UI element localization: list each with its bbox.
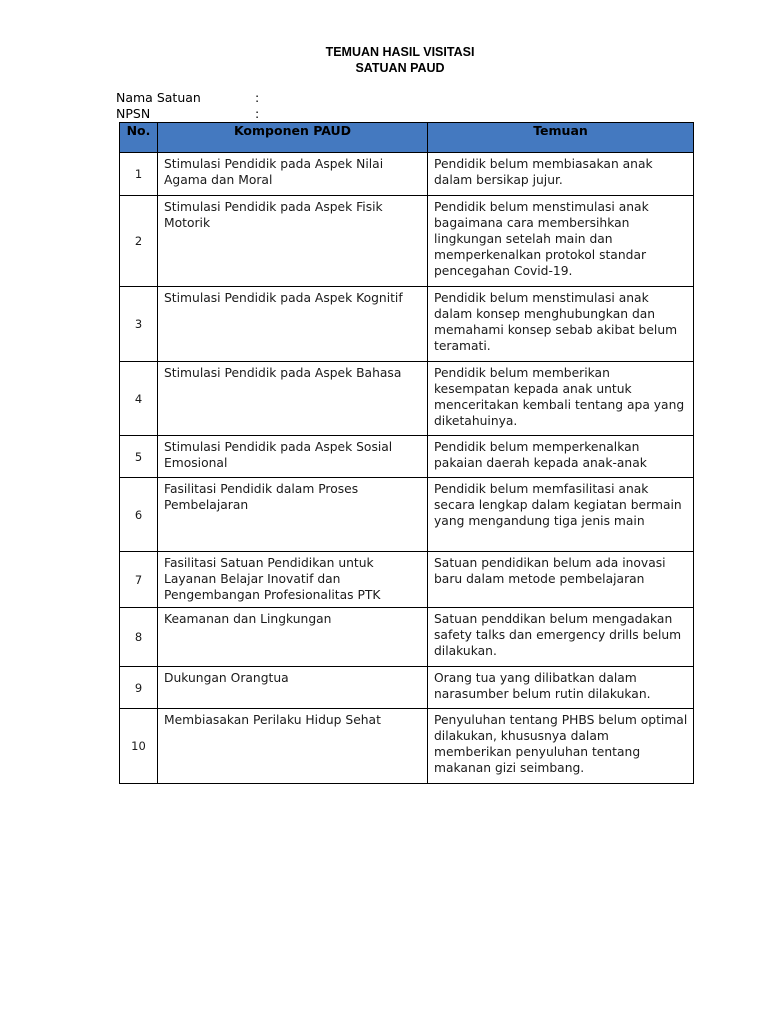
row-temuan: Orang tua yang dilibatkan dalam narasumber belum rutin dilakukan. [428, 667, 694, 709]
table-row [120, 287, 694, 362]
row-temuan: Penyuluhan tentang PHBS belum optimal dilakukan, khususnya dalam memberikan penyuluhan tentang makanan gizi seimbang. [428, 709, 694, 784]
row-komponen: Stimulasi Pendidik pada Aspek Sosial Emosional [158, 436, 428, 478]
row-temuan: Pendidik belum membiasakan anak dalam bersikap jujur. [428, 153, 694, 196]
table-row [120, 196, 694, 287]
row-temuan: Satuan pendidikan belum ada inovasi baru dalam metode pembelajaran [428, 552, 694, 608]
table-row [120, 709, 694, 784]
findings-table [119, 122, 694, 784]
row-komponen: Stimulasi Pendidik pada Aspek Nilai Agama dan Moral [158, 153, 428, 196]
row-temuan: Pendidik belum memperkenalkan pakaian daerah kepada anak-anak [428, 436, 694, 478]
table-row [120, 153, 694, 196]
table-row [120, 436, 694, 478]
table-row [120, 478, 694, 552]
field-npsn [116, 106, 259, 122]
row-komponen: Dukungan Orangtua [158, 667, 428, 709]
header-no: No. [120, 123, 158, 153]
row-komponen: Fasilitasi Satuan Pendidikan untuk Layanan Belajar Inovatif dan Pengembangan Profesionalitas PTK [158, 552, 428, 608]
row-temuan: Pendidik belum menstimulasi anak dalam konsep menghubungkan dan memahami konsep sebab akibat belum teramati. [428, 287, 694, 362]
row-komponen: Stimulasi Pendidik pada Aspek Kognitif [158, 287, 428, 362]
row-number: 1 [120, 153, 158, 196]
field-nama-satuan [116, 90, 259, 106]
field-label: NPSN [116, 106, 151, 121]
field-label: Nama Satuan [116, 90, 201, 105]
row-number: 7 [120, 552, 158, 608]
row-komponen: Stimulasi Pendidik pada Aspek Bahasa [158, 362, 428, 436]
header-temuan: Temuan [428, 123, 694, 153]
row-number: 9 [120, 667, 158, 709]
row-number: 5 [120, 436, 158, 478]
table-row [120, 667, 694, 709]
row-number: 8 [120, 608, 158, 667]
document-title: TEMUAN HASIL VISITASI [325, 45, 475, 59]
row-temuan: Pendidik belum memfasilitasi anak secara lengkap dalam kegiatan bermain yang mengandung tiga jenis main [428, 478, 694, 552]
header-komponen: Komponen PAUD [158, 123, 428, 153]
row-number: 3 [120, 287, 158, 362]
row-komponen: Stimulasi Pendidik pada Aspek Fisik Motorik [158, 196, 428, 287]
row-number: 10 [120, 709, 158, 784]
row-number: 4 [120, 362, 158, 436]
table-row [120, 362, 694, 436]
row-number: 6 [120, 478, 158, 552]
row-number: 2 [120, 196, 158, 287]
table-header-row [120, 123, 694, 153]
row-temuan: Satuan penddikan belum mengadakan safety talks dan emergency drills belum dilakukan. [428, 608, 694, 667]
row-komponen: Fasilitasi Pendidik dalam Proses Pembelajaran [158, 478, 428, 552]
row-komponen: Keamanan dan Lingkungan [158, 608, 428, 667]
table-row [120, 608, 694, 667]
row-temuan: Pendidik belum memberikan kesempatan kepada anak untuk menceritakan kembali tentang apa yang diketahuinya. [428, 362, 694, 436]
field-separator: : [255, 90, 260, 105]
field-separator: : [255, 106, 260, 121]
document-subtitle: SATUAN PAUD [355, 61, 445, 75]
row-temuan: Pendidik belum menstimulasi anak bagaimana cara membersihkan lingkungan setelah main dan memperkenalkan protokol standar pencegahan Covid-19. [428, 196, 694, 287]
table-row [120, 552, 694, 608]
row-komponen: Membiasakan Perilaku Hidup Sehat [158, 709, 428, 784]
